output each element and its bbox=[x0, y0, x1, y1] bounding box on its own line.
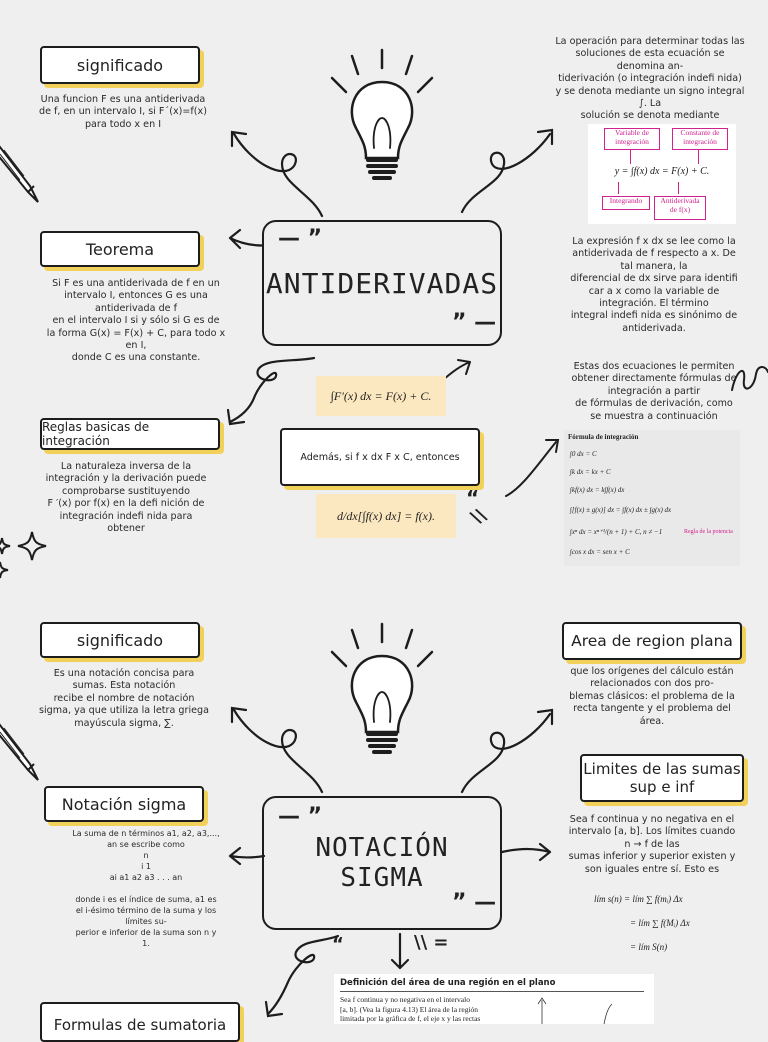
definition-text: Sea f continua y no negativa en el intervalo [a, b]. (Vea la figura 4.13) El área de la región limitada por la gráfica de f, el eje x y las rectas bbox=[340, 995, 481, 1023]
equations-text: Estas dos ecuaciones le permiten obtener directamente fórmulas de integración a partir de fórmulas de derivación, como se muestra a continuación bbox=[571, 361, 737, 422]
formulas-sumatoria-title: Formulas de sumatoria bbox=[53, 1016, 227, 1034]
pencil-icon bbox=[0, 140, 50, 210]
formula-derivative-of-integral: d/dx[∫f(x) dx] = f(x). bbox=[336, 508, 435, 523]
formula-card-1 bbox=[316, 376, 446, 416]
reglas-text: La naturaleza inversa de la integración y la derivación puede comprobarse sustituyendo F ′(x) por f(x) en la defi nición de integración indefi nida para obtener bbox=[45, 461, 207, 535]
page-title-antiderivadas: ANTIDERIVADAS bbox=[265, 266, 499, 300]
table-row: ∫[f(x) ± g(x)] dx = ∫f(x) dx ± ∫g(x) dx bbox=[570, 506, 672, 514]
diagram-connector bbox=[698, 150, 699, 164]
power-rule-label: Regla de la potencia bbox=[684, 529, 733, 535]
table-row: ∫k dx = kx + C bbox=[570, 468, 611, 476]
curly-arrow-icon bbox=[452, 700, 562, 800]
definition-card bbox=[334, 974, 654, 1024]
limits-formula-line: = lím S(n) bbox=[630, 942, 668, 952]
swirl-icon bbox=[730, 360, 768, 400]
integration-formula-table bbox=[564, 430, 740, 566]
teorema-title: Teorema bbox=[85, 239, 155, 259]
limites-title-line1: Limites de las sumas bbox=[583, 760, 741, 778]
notation-diagram bbox=[588, 124, 736, 224]
diagram-connector bbox=[630, 150, 631, 164]
lightbulb-icon bbox=[322, 48, 442, 188]
area-region-label bbox=[562, 622, 742, 660]
area-region-text: que los orígenes del cálculo están relacionados con dos pro- blemas clásicos: el problema de la recta tangente y el problema del área. bbox=[569, 666, 735, 727]
limites-text: Sea f continua y no negativa en el intervalo [a, b]. Los límites cuando n → f de las sumas inferior y superior existen y son iguales entre sí. Esto es bbox=[568, 814, 736, 875]
curly-arrow-icon bbox=[226, 842, 266, 872]
limits-formula-line: = lím ∑ f(Mᵢ) Δx bbox=[630, 918, 690, 928]
diagram-connector bbox=[678, 182, 679, 194]
curly-arrow-icon bbox=[452, 120, 562, 220]
formulas-sumatoria-label bbox=[40, 1002, 240, 1042]
arrow-down-icon bbox=[390, 932, 410, 972]
limites-label bbox=[580, 754, 744, 802]
expression-text: La expresión f x dx se lee como la antiderivada de f respecto a x. De tal manera, la diferencial de dx sirve para identifi car a x como la variable de integración. El término integral indefi nida es sinónimo de antiderivada. bbox=[570, 236, 738, 334]
reglas-label bbox=[40, 418, 220, 450]
diagram-connector bbox=[618, 182, 619, 194]
quote-mark-decor: — ” bbox=[278, 226, 323, 251]
table-row: ∫cos x dx = sen x + C bbox=[570, 548, 630, 556]
table-row: ∫0 dx = C bbox=[570, 450, 597, 458]
significado-text-2: Es una notación concisa para sumas. Esta notación recibe el nombre de notación sigma, ya que utiliza la letra griega mayúscula sigma, ∑. bbox=[39, 668, 209, 729]
diagram-variable-label: Variable de integración bbox=[604, 128, 660, 150]
diagram-antiderivada-label: Antiderivada de f(x) bbox=[654, 196, 706, 220]
significado-title-1: significado bbox=[76, 55, 164, 75]
curly-arrow-icon bbox=[500, 836, 556, 866]
notacion-sigma-title: Notación sigma bbox=[61, 794, 187, 814]
area-region-title: Area de region plana bbox=[571, 632, 733, 650]
significado-label-2 bbox=[40, 622, 200, 658]
reglas-title: Reglas basicas de integración bbox=[42, 420, 150, 448]
definition-divider bbox=[340, 991, 644, 992]
limits-formula-line: lím s(n) = lím ∑ f(mᵢ) Δx bbox=[594, 894, 683, 904]
table-row: ∫kf(x) dx = k∫f(x) dx bbox=[570, 486, 625, 494]
notation-text: La operación para determinar todas las soluciones de esta ecuación se denomina an- tiderivación (o integración indefi nida) y se denota mediante un signo integral ∫. La solución se denota mediante bbox=[555, 36, 745, 122]
quote-mark-decor: “ bbox=[332, 934, 344, 955]
quote-mark-decor: ” — bbox=[452, 310, 497, 335]
curly-arrow-icon bbox=[224, 348, 324, 428]
ademas-text: Además, si f x dx F x C, entonces bbox=[300, 451, 460, 463]
teorema-text: Si F es una antiderivada de f en un intervalo I, entonces G es una antiderivada de f en el intervalo I si y sólo si G es de la forma G(x) = F(x) + C, para todo x en I, donde C es una constante. bbox=[46, 278, 226, 364]
table-row: ∫xⁿ dx = xⁿ⁺¹/(n + 1) + C, n ≠ −1 bbox=[570, 528, 663, 536]
lightbulb-icon bbox=[322, 622, 442, 762]
significado-text-1: Una funcion F es una antiderivada de f, en un intervalo I, si F´(x)=f(x) para todo x en I bbox=[39, 94, 207, 130]
notacion-sigma-text: La suma de n términos a1, a2, a3,..., an se escribe como n i 1 ai a1 a2 a3 . . . an donde i es el índice de suma, a1 es el i-ésimo término de la suma y los límites su- perior e inferior de la suma son n y 1. bbox=[72, 829, 220, 948]
limits-formula-card bbox=[590, 888, 740, 966]
quote-mark-decor: “ bbox=[466, 486, 480, 510]
significado-label-1 bbox=[40, 46, 200, 84]
curly-arrow-icon bbox=[222, 700, 332, 800]
quote-mark-decor: — ” bbox=[278, 804, 323, 829]
notacion-sigma-label bbox=[44, 786, 204, 822]
curly-arrow-icon bbox=[262, 932, 342, 1022]
diagram-constant-label: Constante de integración bbox=[672, 128, 728, 150]
teorema-label bbox=[40, 231, 200, 267]
quote-mark-decor: ” — bbox=[452, 890, 497, 915]
pencil-icon bbox=[0, 718, 50, 788]
significado-title-2: significado bbox=[76, 630, 164, 650]
quote-mark-decor: \\ bbox=[467, 504, 490, 529]
limites-title-line2: sup e inf bbox=[629, 778, 695, 796]
definition-header: Definición del área de una región en el plano bbox=[340, 978, 556, 988]
sparkle-icon bbox=[0, 528, 50, 578]
graph-axis-icon bbox=[534, 994, 634, 1024]
curly-arrow-icon bbox=[222, 124, 332, 224]
formula-card-2 bbox=[316, 494, 456, 538]
diagram-equation: y = ∫f(x) dx = F(x) + C. bbox=[614, 166, 710, 177]
quote-mark-decor: \\ = bbox=[414, 932, 449, 953]
formula-antiderivative: ∫F′(x) dx = F(x) + C. bbox=[330, 388, 432, 403]
ademas-box bbox=[280, 428, 480, 486]
arrow-icon bbox=[502, 434, 562, 498]
page-title-sigma: SIGMA bbox=[340, 863, 424, 893]
diagram-integrando-label: Integrando bbox=[602, 196, 650, 210]
table-header: Fórmula de integración bbox=[568, 433, 639, 441]
page-title-notacion: NOTACIÓN bbox=[315, 833, 449, 863]
